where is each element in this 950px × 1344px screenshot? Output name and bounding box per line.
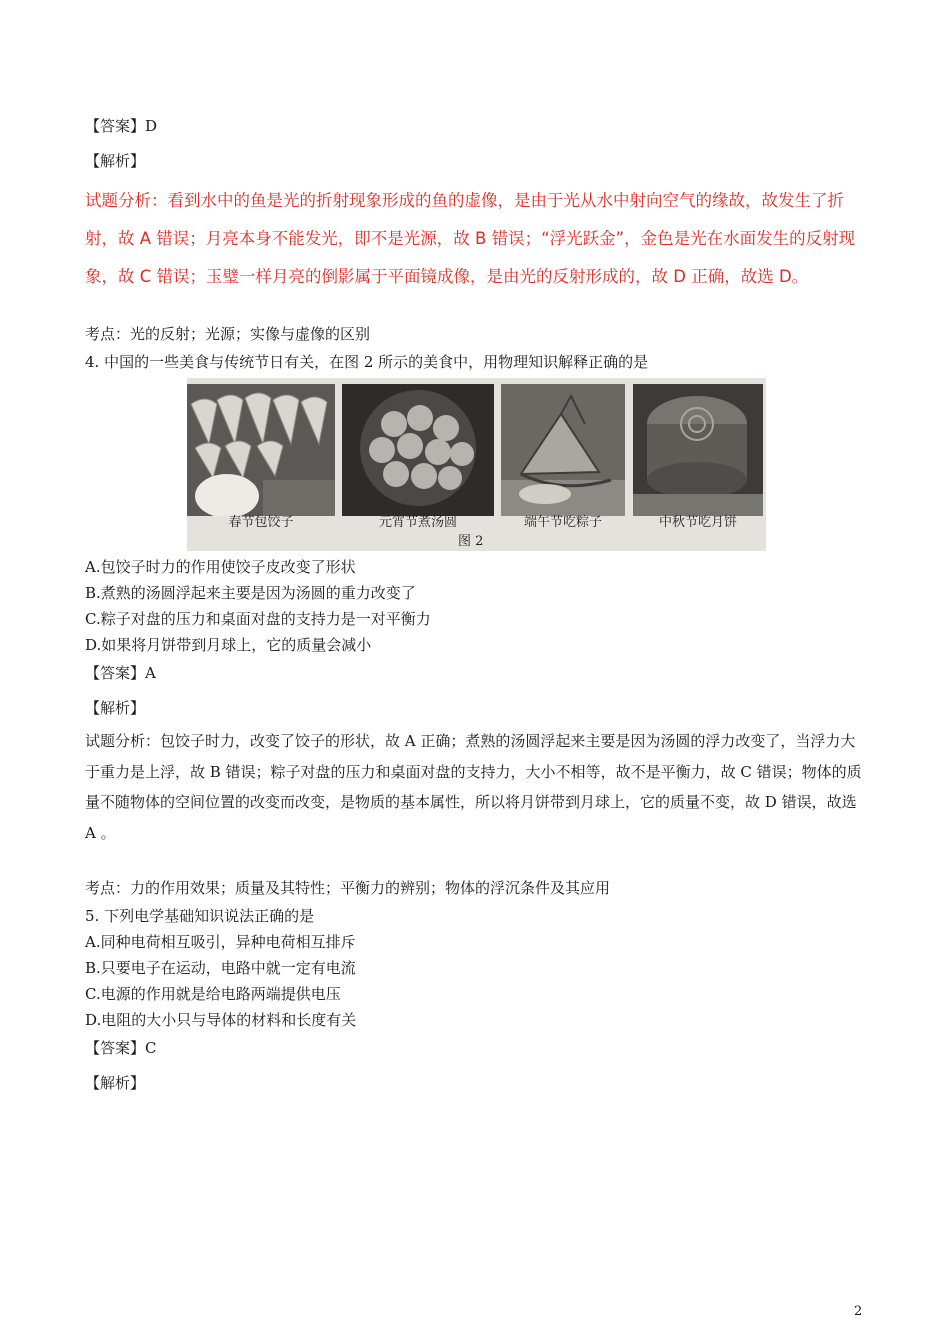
q4-option-d: D.如果将月饼带到月球上，它的质量会减小 xyxy=(85,636,372,654)
caption-dumplings: 春节包饺子 xyxy=(228,515,294,530)
q5-analysis-label: 【解析】 xyxy=(85,1074,146,1092)
q3-analysis-text: 试题分析：看到水中的鱼是光的折射现象形成的鱼的虚像，是由于光从水中射向空气的缘故，故发生了折射，故 A 错误；月亮本身不能发光，即不是光源，故 B 错误；“浮光跃金”，金色是光在水面发生的反射现象，故 C 错误；玉璧一样月亮的倒影属于平面镜成像，是由光的反射形成的，故 D 正确，故选 D。 xyxy=(85,191,856,286)
q5-option-b: B.只要电子在运动，电路中就一定有电流 xyxy=(85,959,356,977)
page-number: 2 xyxy=(854,1304,863,1319)
q5-option-d: D.电阻的大小只与导体的材料和长度有关 xyxy=(85,1011,357,1029)
q4-stem: 4. 中国的一些美食与传统节日有关，在图 2 所示的美食中，用物理知识解释正确的是 xyxy=(85,353,649,371)
tangyuan-photo xyxy=(342,384,494,516)
q4-kaodian: 考点：力的作用效果；质量及其特性；平衡力的辨别；物体的浮沉条件及其应用 xyxy=(85,879,611,897)
q4-option-a: A.包饺子时力的作用使饺子皮改变了形状 xyxy=(85,558,356,576)
q4-analysis-label: 【解析】 xyxy=(85,699,146,717)
q5-answer: 【答案】C xyxy=(85,1039,157,1057)
q5-option-a: A.同种电荷相互吸引，异种电荷相互排斥 xyxy=(85,933,356,951)
q4-option-c: C.粽子对盘的压力和桌面对盘的支持力是一对平衡力 xyxy=(85,610,431,628)
dumplings-photo xyxy=(187,384,335,516)
mooncake-photo xyxy=(633,384,763,516)
zongzi-photo xyxy=(501,384,625,516)
food-figure xyxy=(187,378,766,551)
q5-stem: 5. 下列电学基础知识说法正确的是 xyxy=(85,907,315,925)
caption-mooncake: 中秋节吃月饼 xyxy=(658,515,737,530)
caption-tangyuan: 元宵节煮汤圆 xyxy=(378,515,457,530)
q4-analysis-text: 试题分析：包饺子时力，改变了饺子的形状，故 A 正确；煮熟的汤圆浮起来主要是因为汤圆的浮力改变了，当浮力大于重力是上浮，故 B 错误；粽子对盘的压力和桌面对盘的支持力，大小不相等，故不是平衡力，故 C 错误；物体的质量不随物体的空间位置的改变而改变，是物质的基本属性，所以将月饼带到月球上，它的质量不变，故 D 错误，故选 A 。 xyxy=(85,732,862,842)
q3-analysis-label: 【解析】 xyxy=(85,152,146,170)
figure-label: 图 2 xyxy=(458,534,484,549)
q4-option-b: B.煮熟的汤圆浮起来主要是因为汤圆的重力改变了 xyxy=(85,584,416,602)
q4-answer: 【答案】A xyxy=(85,664,156,682)
q5-option-c: C.电源的作用就是给电路两端提供电压 xyxy=(85,985,341,1003)
q3-kaodian: 考点：光的反射；光源；实像与虚像的区别 xyxy=(85,325,371,343)
caption-zongzi: 端午节吃粽子 xyxy=(523,515,602,530)
q3-answer: 【答案】D xyxy=(85,117,158,135)
